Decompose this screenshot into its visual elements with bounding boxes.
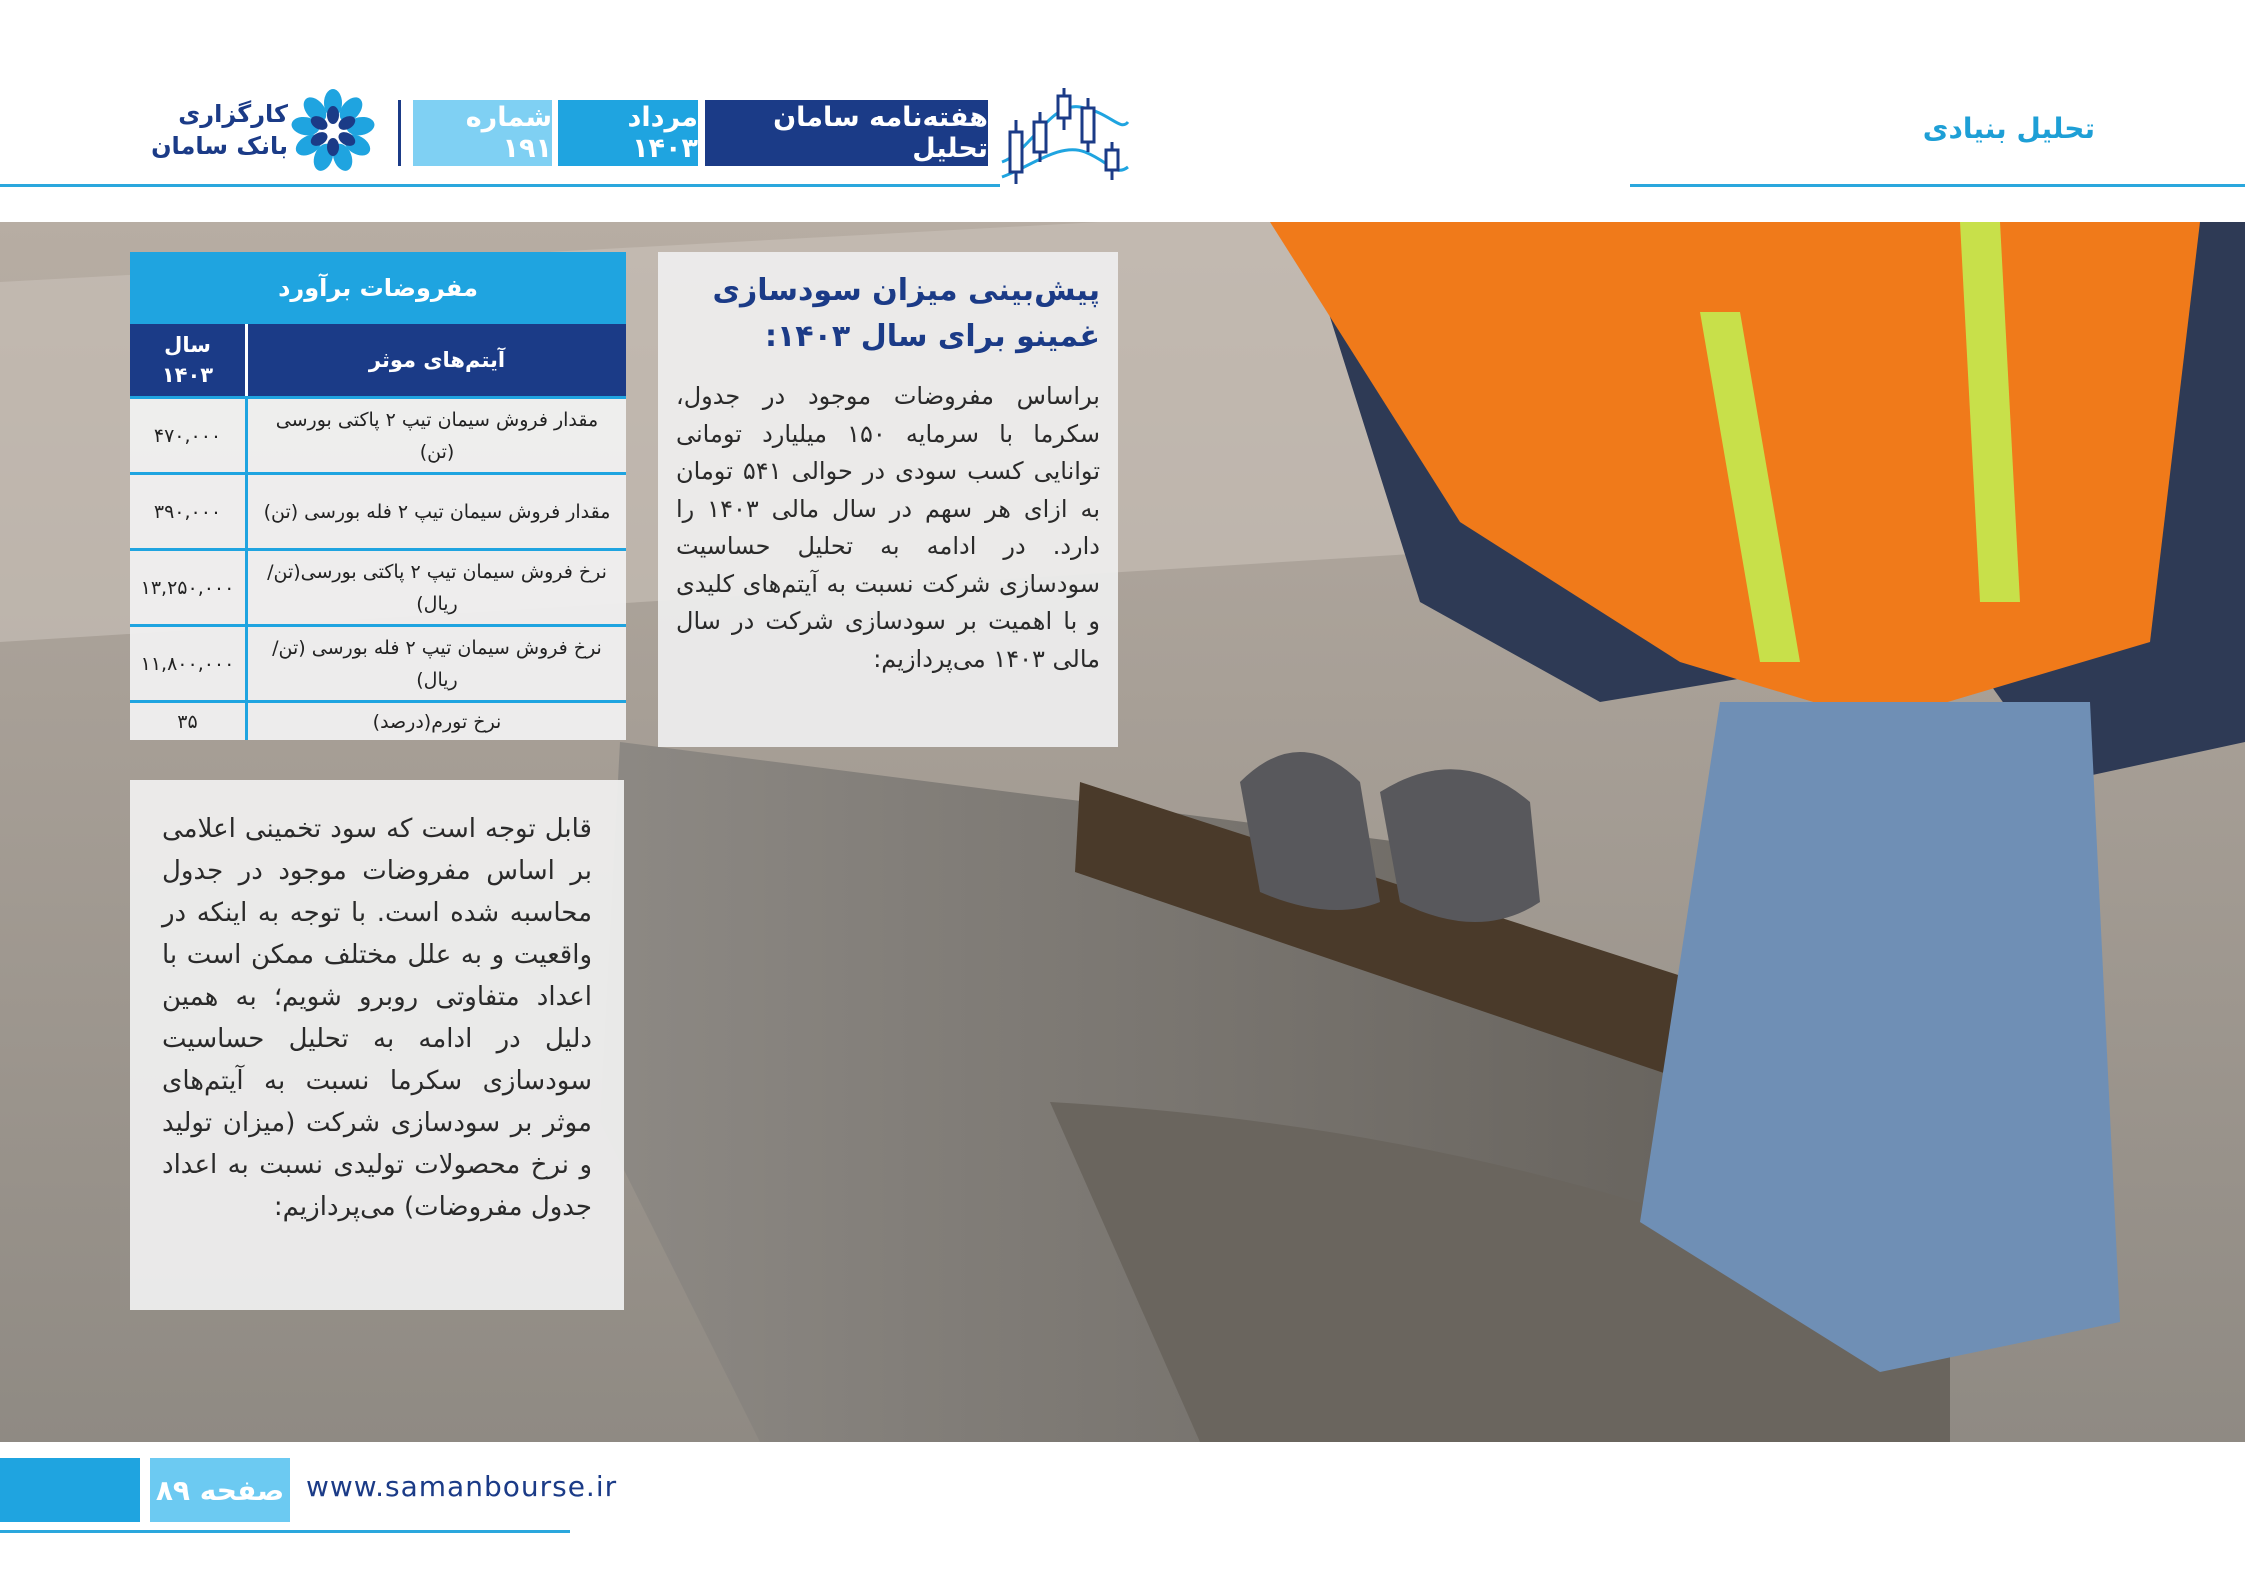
table-title: مفروضات برآورد bbox=[130, 252, 626, 324]
row-item: نرخ فروش سیمان تیپ ۲ فله بورسی (تن/ریال) bbox=[272, 636, 602, 691]
month-badge: مرداد ۱۴۰۳ bbox=[558, 100, 698, 166]
bank-saman-logo bbox=[290, 88, 376, 174]
footer-rule bbox=[0, 1530, 570, 1533]
table-row bbox=[130, 624, 626, 700]
bank-name bbox=[148, 100, 288, 160]
table-row bbox=[130, 472, 626, 548]
issue-badge: شماره ۱۹۱ bbox=[413, 100, 552, 166]
sensitivity-paragraph: قابل توجه است که سود تخمینی اعلامی بر اساس مفروضات موجود در جدول محاسبه شده است. با توجه به اینکه در واقعیت و به علل مختلف ممکن است با اعداد متفاوتی روبرو شویم؛ به همین دلیل در ادامه به تحلیل حساسیت سودسازی سکرما نسبت به آیتم‌های موثر بر سودسازی شرکت (میزان تولید و نرخ محصولات تولیدی نسبت به اعداد جدول مفروضات) می‌پردازیم: bbox=[162, 814, 592, 1222]
row-item: نرخ فروش سیمان تیپ ۲ پاکتی بورسی(تن/ریال) bbox=[267, 560, 607, 615]
candlestick-icon bbox=[1000, 82, 1130, 192]
row-value: ۴۷۰,۰۰۰ bbox=[130, 399, 248, 472]
header-year bbox=[130, 324, 248, 396]
footer-accent-block bbox=[0, 1458, 140, 1522]
row-value: ۳۹۰,۰۰۰ bbox=[130, 475, 248, 548]
section-title: تحلیل بنیادی bbox=[1922, 112, 2095, 145]
row-item: نرخ تورم(درصد) bbox=[372, 710, 502, 733]
row-value: ۱۱,۸۰۰,۰۰۰ bbox=[130, 627, 248, 700]
bank-name-line2: بانک سامان bbox=[151, 132, 288, 160]
row-value: ۳۵ bbox=[130, 703, 248, 740]
profit-forecast-box bbox=[658, 252, 1118, 747]
header-rule-left bbox=[0, 184, 1000, 187]
row-item: مقدار فروش سیمان تیپ ۲ فله بورسی (تن) bbox=[263, 500, 611, 523]
header-year-line1: سال bbox=[164, 333, 211, 357]
header-items: آیتم‌های موثر bbox=[368, 348, 506, 372]
table-row bbox=[130, 700, 626, 740]
row-item: مقدار فروش سیمان تیپ ۲ پاکتی بورسی (تن) bbox=[275, 408, 599, 463]
publication-badge: هفته‌نامه سامان تحلیل bbox=[705, 100, 988, 166]
table-header-row bbox=[130, 324, 626, 396]
row-value: ۱۳,۲۵۰,۰۰۰ bbox=[130, 551, 248, 624]
page-number: صفحه ۸۹ bbox=[150, 1458, 290, 1522]
sensitivity-note-box bbox=[130, 780, 624, 1310]
header-divider bbox=[398, 100, 401, 166]
forecast-heading: پیش‌بینی میزان سودسازی غمینو برای سال ۱۴۰۳: bbox=[712, 273, 1100, 354]
header-year-line2: ۱۴۰۳ bbox=[161, 363, 214, 387]
assumptions-table bbox=[130, 252, 626, 740]
forecast-paragraph: براساس مفروضات موجود در جدول، سکرما با سرمایه ۱۵۰ میلیارد تومانی توانایی کسب سودی در حوالی ۵۴۱ تومان به ازای هر سهم در سال مالی ۱۴۰۳ را دارد. در ادامه به تحلیل حساسیت سودسازی شرکت نسبت به آیتم‌های کلیدی و با اهمیت بر سودسازی شرکت در سال مالی ۱۴۰۳ می‌پردازیم: bbox=[676, 382, 1101, 673]
header-rule-right bbox=[1630, 184, 2245, 187]
bank-name-line1: کارگزاری bbox=[178, 100, 288, 128]
table-row bbox=[130, 548, 626, 624]
website-link[interactable]: www.samanbourse.ir bbox=[306, 1470, 618, 1503]
table-row bbox=[130, 396, 626, 472]
